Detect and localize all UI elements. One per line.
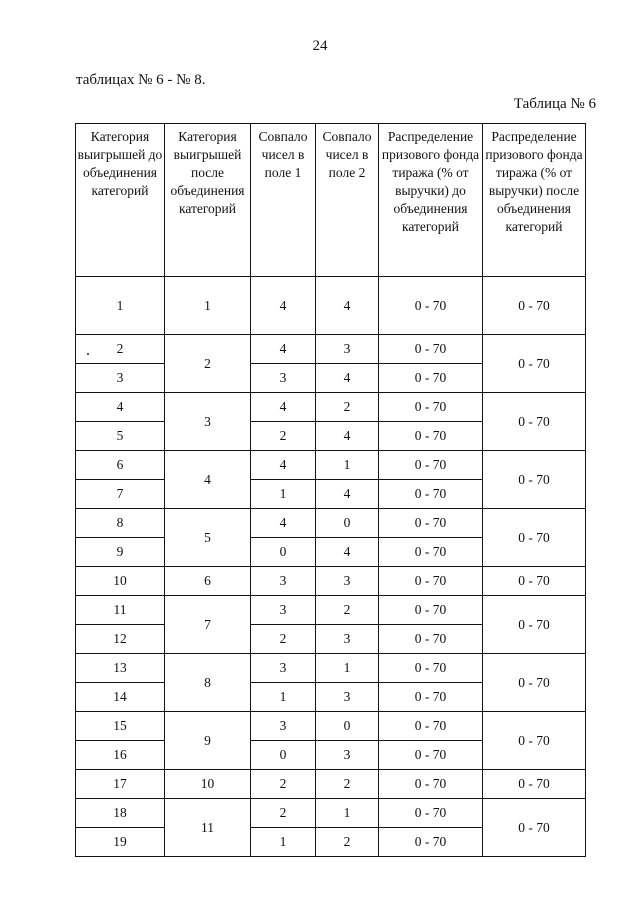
cell-field1: 1 [251,480,316,509]
scan-speck [87,353,89,355]
table-row [76,654,586,683]
cell-distribution-after: 0 - 70 [483,567,586,596]
cell-distribution-after: 0 - 70 [483,277,586,335]
cell-field2: 1 [316,451,379,480]
cell-distribution-after: 0 - 70 [483,335,586,393]
table-row [76,335,586,364]
cell-category-before: 17 [76,770,165,799]
cell-field2: 4 [316,538,379,567]
cell-distribution-before: 0 - 70 [379,509,483,538]
cell-field2: 4 [316,364,379,393]
cell-category-after: 4 [165,451,251,509]
header-matched-field2: Совпало чисел в поле 2 [316,124,379,277]
cell-field1: 2 [251,799,316,828]
cell-field2: 3 [316,741,379,770]
cell-distribution-before: 0 - 70 [379,770,483,799]
cell-field2: 3 [316,335,379,364]
cell-category-after: 2 [165,335,251,393]
cell-category-before: 7 [76,480,165,509]
cell-field1: 1 [251,683,316,712]
cell-category-after: 8 [165,654,251,712]
cell-distribution-after: 0 - 70 [483,596,586,654]
cell-field1: 3 [251,567,316,596]
cell-field2: 4 [316,422,379,451]
cell-distribution-before: 0 - 70 [379,480,483,509]
cell-distribution-before: 0 - 70 [379,654,483,683]
table-caption: Таблица № 6 [513,96,596,112]
cell-distribution-after: 0 - 70 [483,509,586,567]
header-category-after: Категория выигрышей после объединения категорий [165,124,251,277]
cell-category-before: 1 [76,277,165,335]
cell-distribution-before: 0 - 70 [379,712,483,741]
cell-category-before: 10 [76,567,165,596]
header-matched-field1: Совпало чисел в поле 1 [251,124,316,277]
cell-field2: 3 [316,683,379,712]
cell-category-before: 14 [76,683,165,712]
header-category-before: Категория выигрышей до объединения категорий [76,124,165,277]
cell-field1: 4 [251,393,316,422]
cell-field2: 2 [316,596,379,625]
cell-field1: 3 [251,712,316,741]
cell-distribution-before: 0 - 70 [379,364,483,393]
table-row [76,799,586,828]
cell-category-before: 19 [76,828,165,857]
cell-distribution-before: 0 - 70 [379,422,483,451]
cell-category-after: 5 [165,509,251,567]
cell-distribution-after: 0 - 70 [483,654,586,712]
cell-category-before: 6 [76,451,165,480]
cell-category-before: 11 [76,596,165,625]
cell-distribution-before: 0 - 70 [379,393,483,422]
cell-field1: 4 [251,277,316,335]
cell-category-before: 2 [76,335,165,364]
cell-field2: 2 [316,393,379,422]
intro-text: таблицах № 6 - № 8. [76,72,206,88]
table-row [76,567,586,596]
cell-category-after: 1 [165,277,251,335]
cell-field2: 3 [316,625,379,654]
cell-category-after: 3 [165,393,251,451]
table-row [76,509,586,538]
cell-category-before: 5 [76,422,165,451]
cell-category-after: 10 [165,770,251,799]
header-distribution-after: Распределение призового фонда тиража (% от выручки) после объединения категорий [483,124,586,277]
cell-category-before: 9 [76,538,165,567]
table-row [76,277,586,335]
cell-field1: 2 [251,770,316,799]
cell-category-before: 13 [76,654,165,683]
cell-category-before: 4 [76,393,165,422]
cell-category-before: 8 [76,509,165,538]
cell-field1: 0 [251,741,316,770]
cell-distribution-after: 0 - 70 [483,393,586,451]
cell-distribution-before: 0 - 70 [379,596,483,625]
cell-field2: 2 [316,828,379,857]
cell-category-after: 11 [165,799,251,857]
prize-table [75,123,586,857]
cell-distribution-after: 0 - 70 [483,770,586,799]
table-row [76,770,586,799]
cell-category-after: 9 [165,712,251,770]
cell-category-after: 7 [165,596,251,654]
cell-field2: 2 [316,770,379,799]
cell-field2: 0 [316,509,379,538]
cell-field1: 2 [251,625,316,654]
cell-category-before: 3 [76,364,165,393]
cell-distribution-after: 0 - 70 [483,451,586,509]
table-body [76,277,586,857]
cell-distribution-before: 0 - 70 [379,335,483,364]
cell-distribution-before: 0 - 70 [379,683,483,712]
table-row [76,596,586,625]
cell-field1: 3 [251,654,316,683]
cell-distribution-before: 0 - 70 [379,277,483,335]
cell-field2: 4 [316,277,379,335]
cell-field2: 4 [316,480,379,509]
header-distribution-before: Распределение призового фонда тиража (% от выручки) до объединения категорий [379,124,483,277]
cell-category-before: 16 [76,741,165,770]
cell-field2: 1 [316,799,379,828]
table-row [76,393,586,422]
cell-field1: 1 [251,828,316,857]
cell-distribution-after: 0 - 70 [483,712,586,770]
cell-category-before: 18 [76,799,165,828]
cell-distribution-before: 0 - 70 [379,828,483,857]
cell-field2: 0 [316,712,379,741]
cell-distribution-before: 0 - 70 [379,451,483,480]
cell-category-before: 12 [76,625,165,654]
cell-field1: 2 [251,422,316,451]
cell-category-before: 15 [76,712,165,741]
cell-field1: 4 [251,509,316,538]
cell-category-after: 6 [165,567,251,596]
cell-field1: 4 [251,451,316,480]
cell-distribution-before: 0 - 70 [379,538,483,567]
table-header-row [76,124,586,277]
cell-field1: 4 [251,335,316,364]
cell-field2: 1 [316,654,379,683]
cell-field2: 3 [316,567,379,596]
cell-distribution-before: 0 - 70 [379,625,483,654]
cell-field1: 0 [251,538,316,567]
cell-field1: 3 [251,364,316,393]
page-number: 24 [312,38,328,54]
table-row [76,712,586,741]
table-row [76,451,586,480]
cell-distribution-before: 0 - 70 [379,741,483,770]
cell-distribution-after: 0 - 70 [483,799,586,857]
cell-distribution-before: 0 - 70 [379,567,483,596]
cell-distribution-before: 0 - 70 [379,799,483,828]
cell-field1: 3 [251,596,316,625]
